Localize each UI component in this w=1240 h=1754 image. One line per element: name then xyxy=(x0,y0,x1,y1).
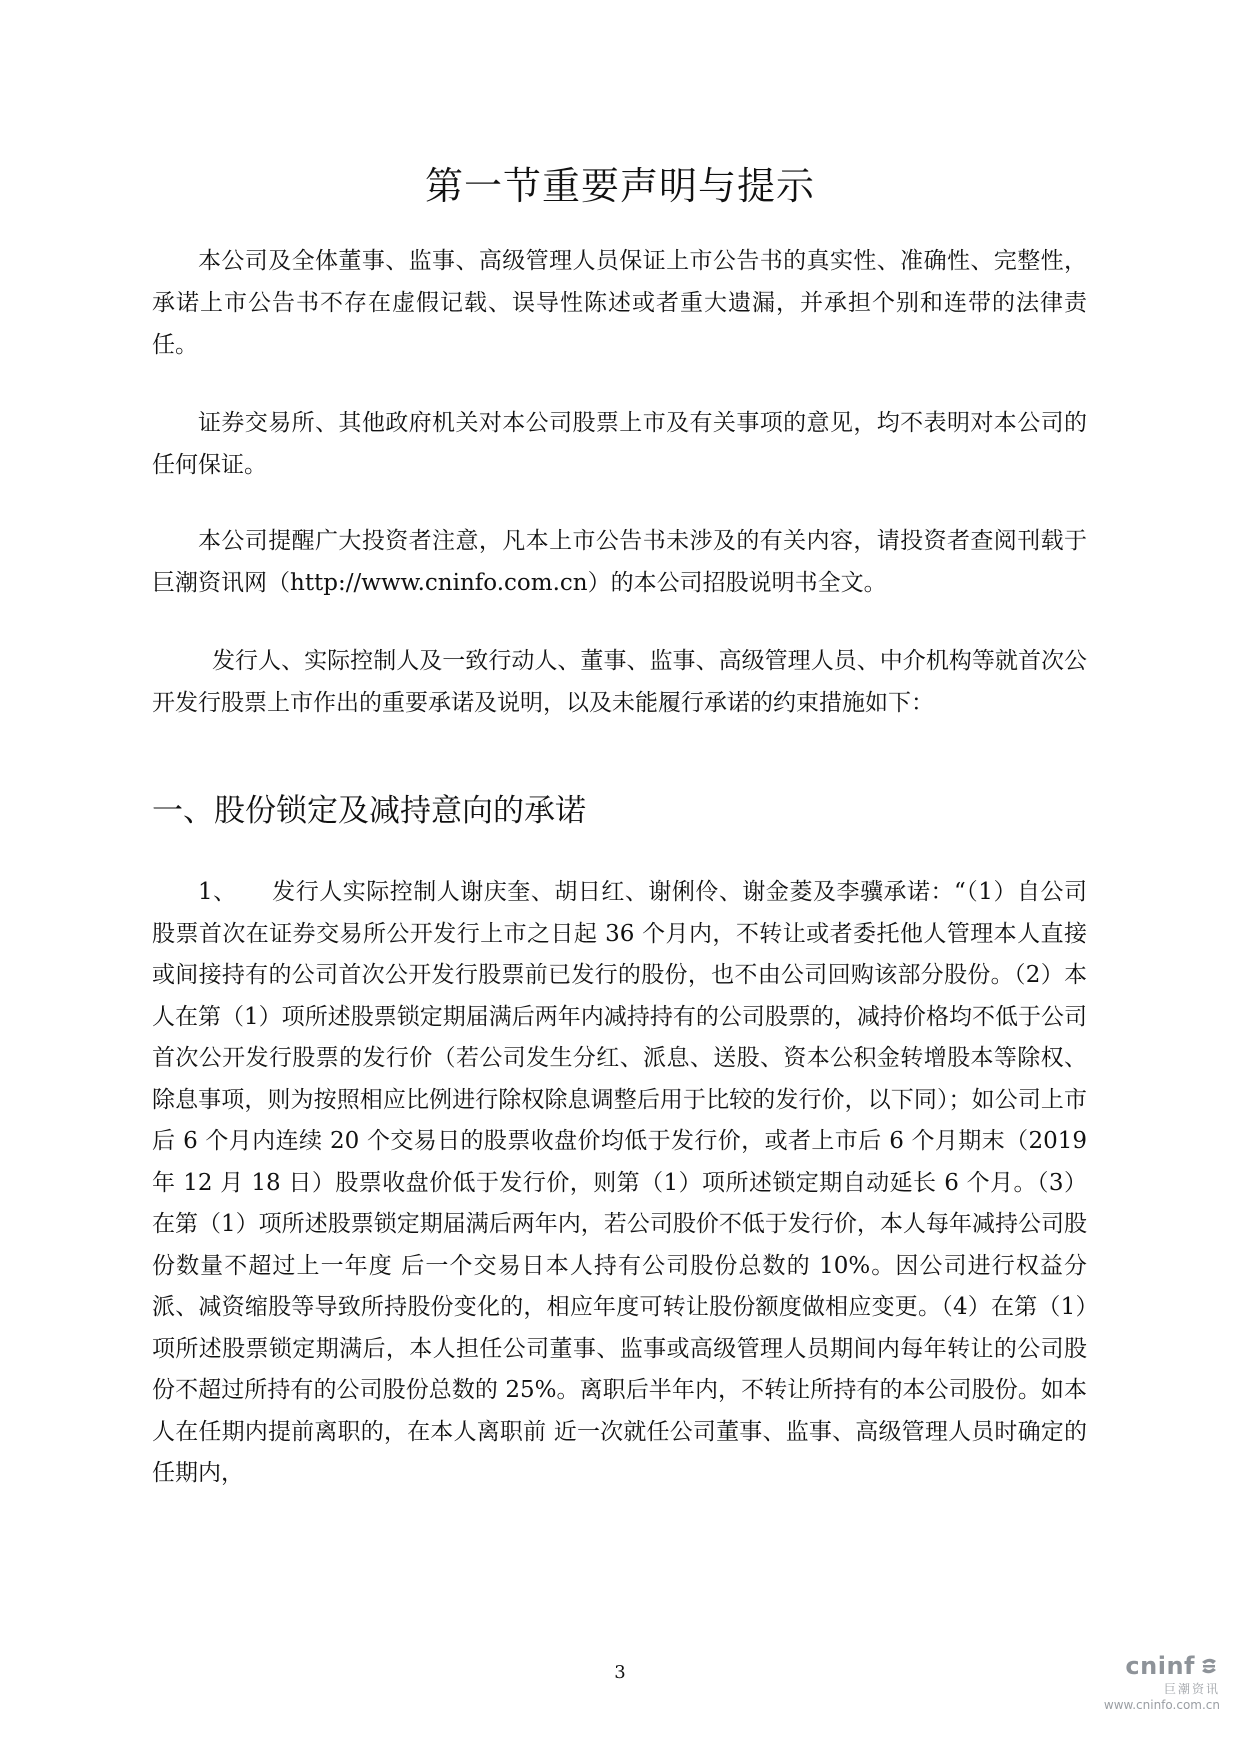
watermark-logo-text: cninf xyxy=(1125,1652,1195,1680)
watermark-url: www.cninfo.com.cn xyxy=(1103,1698,1220,1712)
section-title: 第一节重要声明与提示 xyxy=(424,164,815,208)
paragraph-exchange-disclaimer: 证券交易所、其他政府机关对本公司股票上市及有关事项的意见，均不表明对本公司的任何保证。 xyxy=(152,410,1087,478)
paragraph-statement: 本公司及全体董事、监事、高级管理人员保证上市公告书的真实性、准确性、完整性，承诺上市公告书不存在虚假记载、误导性陈述或者重大遗漏，并承担个别和连带的法律责任。 xyxy=(152,248,1087,358)
paragraph-commitment-1: 1、 发行人实际控制人谢庆奎、胡日红、谢俐伶、谢金菱及李骥承诺：“（1）自公司股票首次在证券交易所公开发行上市之日起 36 个月内，不转让或者委托他人管理本人直接或间接持有的公司首次公开发行股票前已发行的股份，也不由公司回购该部分股份。（2）本人在第（1）项所述股票锁定期届满后两年内减持持有的公司股票的，减持价格均不低于公司首次公开发行股票的发行价（若公司发生分红、派息、送股、资本公积金转增股本等除权、除息事项，则为按照相应比例进行除权除息调整后用于比较的发行价，以下同）；如公司上市后 6 个月内连续 20 个交易日的股票收盘价均低于发行价，或者上市后 6 个月期末（2019 年 12 月 18 日）股票收盘价低于发行价，则第（1）项所述锁定期自动延长 6 个月。（3）在第（1）项所述股票锁定期届满后两年内，若公司股价不低于发行价，本人每年减持公司股份数量不超过上一年度 后一个交易日本人持有公司股份总数的 10%。因公司进行权益分派、减资缩股等导致所持股份变化的，相应年度可转让股份额度做相应变更。（4）在第（1）项所述股票锁定期满后，本人担任公司董事、监事或高级管理人员期间内每年转让的公司股份不超过所持有的公司股份总数的 25%。离职后半年内，不转让所持有的本公司股份。如本人在任期内提前离职的，在本人离职前 近一次就任公司董事、监事、高级管理人员时确定的任期内， xyxy=(152,879,1087,1486)
cninfo-logo-icon xyxy=(1198,1655,1220,1677)
page-number: 3 xyxy=(614,1662,626,1683)
cninfo-watermark xyxy=(1100,1652,1220,1732)
subheading-share-lockup: 一、股份锁定及减持意向的承诺 xyxy=(152,793,586,829)
paragraph-commitments-intro: 发行人、实际控制人及一致行动人、董事、监事、高级管理人员、中介机构等就首次公开发行股票上市作出的重要承诺及说明，以及未能履行承诺的约束措施如下： xyxy=(152,648,1087,716)
paragraph-investor-reminder: 本公司提醒广大投资者注意，凡本上市公告书未涉及的有关内容，请投资者查阅刊载于巨潮资讯网（http://www.cninfo.com.cn）的本公司招股说明书全文。 xyxy=(152,528,1087,596)
watermark-logo-cn: 巨潮资讯 xyxy=(1163,1682,1220,1696)
